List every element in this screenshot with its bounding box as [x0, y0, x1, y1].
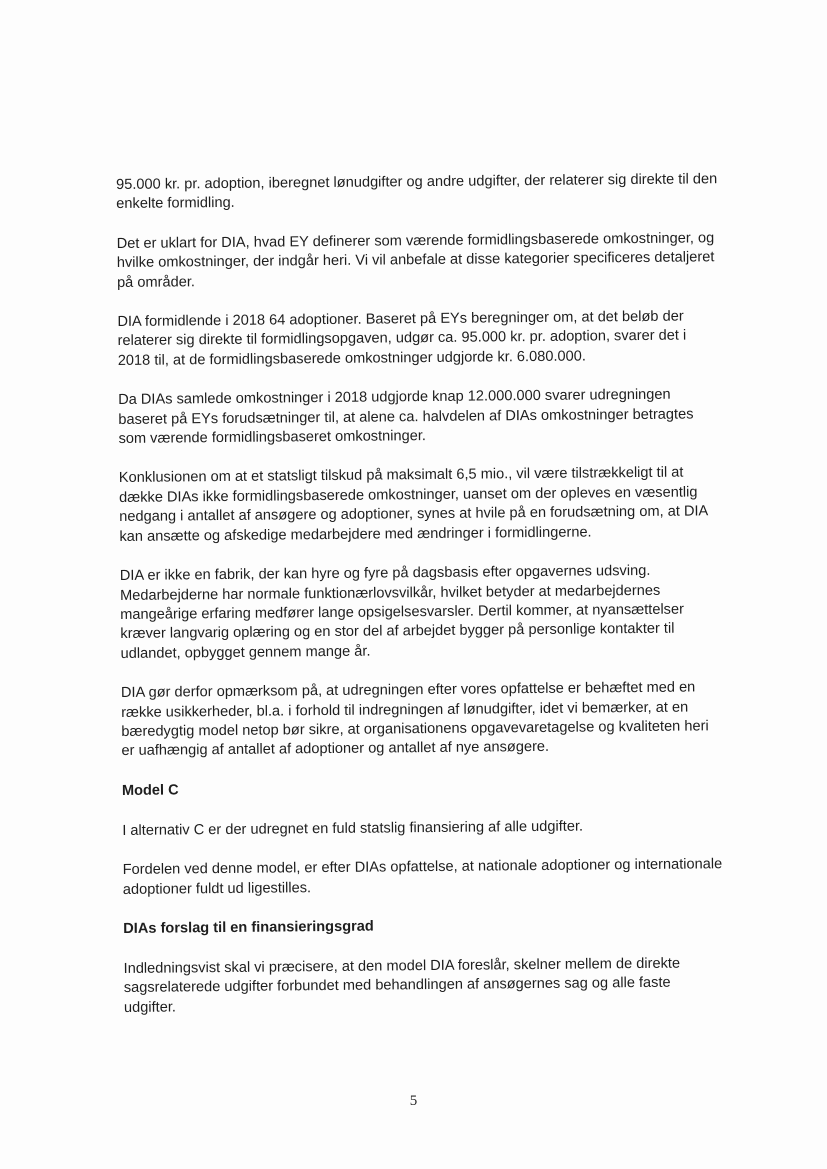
- paragraph: Fordelen ved denne model, er efter DIAs opfattelse, at nationale adoptioner og internationale adoptioner fuldt ud ligestilles.: [122, 856, 723, 898]
- paragraph: DIA gør derfor opmærksom på, at udregningen efter vores opfattelse er behæftet med en række usikkerheder, bl.a. i forhold til indregningen af lønudgifter, idet vi bemærker, at en bæredygtig model netop bør sikre, at organisationens opgavevaretagelse og kvaliteten heri er uafhængig af antallet af adoptioner og antallet af nye ansøgere.: [120, 679, 709, 760]
- paragraph: DIA er ikke en fabrik, der kan hyre og fyre på dagsbasis efter opgavernes udsving. Medarbejderne har normale funktionærlovsvilkår, hvilket betyder at medarbejdernes mangeårige erfaring medfører lange opsigelsesvarsler. Dertil kommer, at nyansættelser kræver langvarig oplæring og en stor del af arbejdet bygger på personlige kontakter til udlandet, opbygget gennem mange år.: [119, 562, 684, 662]
- paragraph: I alternativ C er der udregnet en fuld statslig finansiering af alle udgifter.: [122, 818, 584, 839]
- paragraph: Da DIAs samlede omkostninger i 2018 udgjorde knap 12.000.000 svarer udregningen baseret på EYs forudsætninger til, at alene ca. halvdelen af DIAs omkostninger betragtes som værende formidlingsbaseret omkostninger.: [118, 386, 694, 448]
- page-number: 5: [409, 1093, 418, 1109]
- document-body: [116, 170, 726, 1038]
- paragraph: DIA formidlende i 2018 64 adoptioner. Baseret på EYs beregninger om, at det beløb der relaterer sig direkte til formidlingsopgaven, udgør ca. 95.000 kr. pr. adoption, svarer det i 2018 til, at de formidlingsbaserede omkostninger udgjorde kr. 6.080.000.: [117, 308, 687, 369]
- section-heading-model-c: Model C: [121, 782, 179, 799]
- paragraph: Konklusionen om at et statsligt tilskud på maksimalt 6,5 mio., vil være tilstrækkeligt til at dække DIAs ikke formidlingsbaserede omkostninger, uanset om der opleves en væsentlig nedgang i antallet af ansøgere og adoptioner, synes at hvile på en forudsætning om, at DIA kan ansætte og afskedige medarbejdere med ændringer i formidlingerne.: [118, 465, 708, 545]
- paragraph: 95.000 kr. pr. adoption, iberegnet lønudgifter og andre udgifter, der relaterer sig direkte til den enkelte formidling.: [116, 171, 718, 213]
- section-heading-financing: DIAs forslag til en finansieringsgrad: [123, 918, 374, 937]
- paragraph: Det er uklart for DIA, hvad EY definerer som værende formidlingsbaserede omkostninger, og hvilke omkostninger, der indgår heri. Vi vil anbefale at disse kategorier specificeres detaljeret på områder.: [116, 230, 715, 291]
- paragraph: Indledningsvist skal vi præcisere, at den model DIA foreslår, skelner mellem de direkte sagsrelaterede udgifter forbundet med behandlingen af ansøgernes sag og alle faste udgifter.: [123, 955, 681, 1016]
